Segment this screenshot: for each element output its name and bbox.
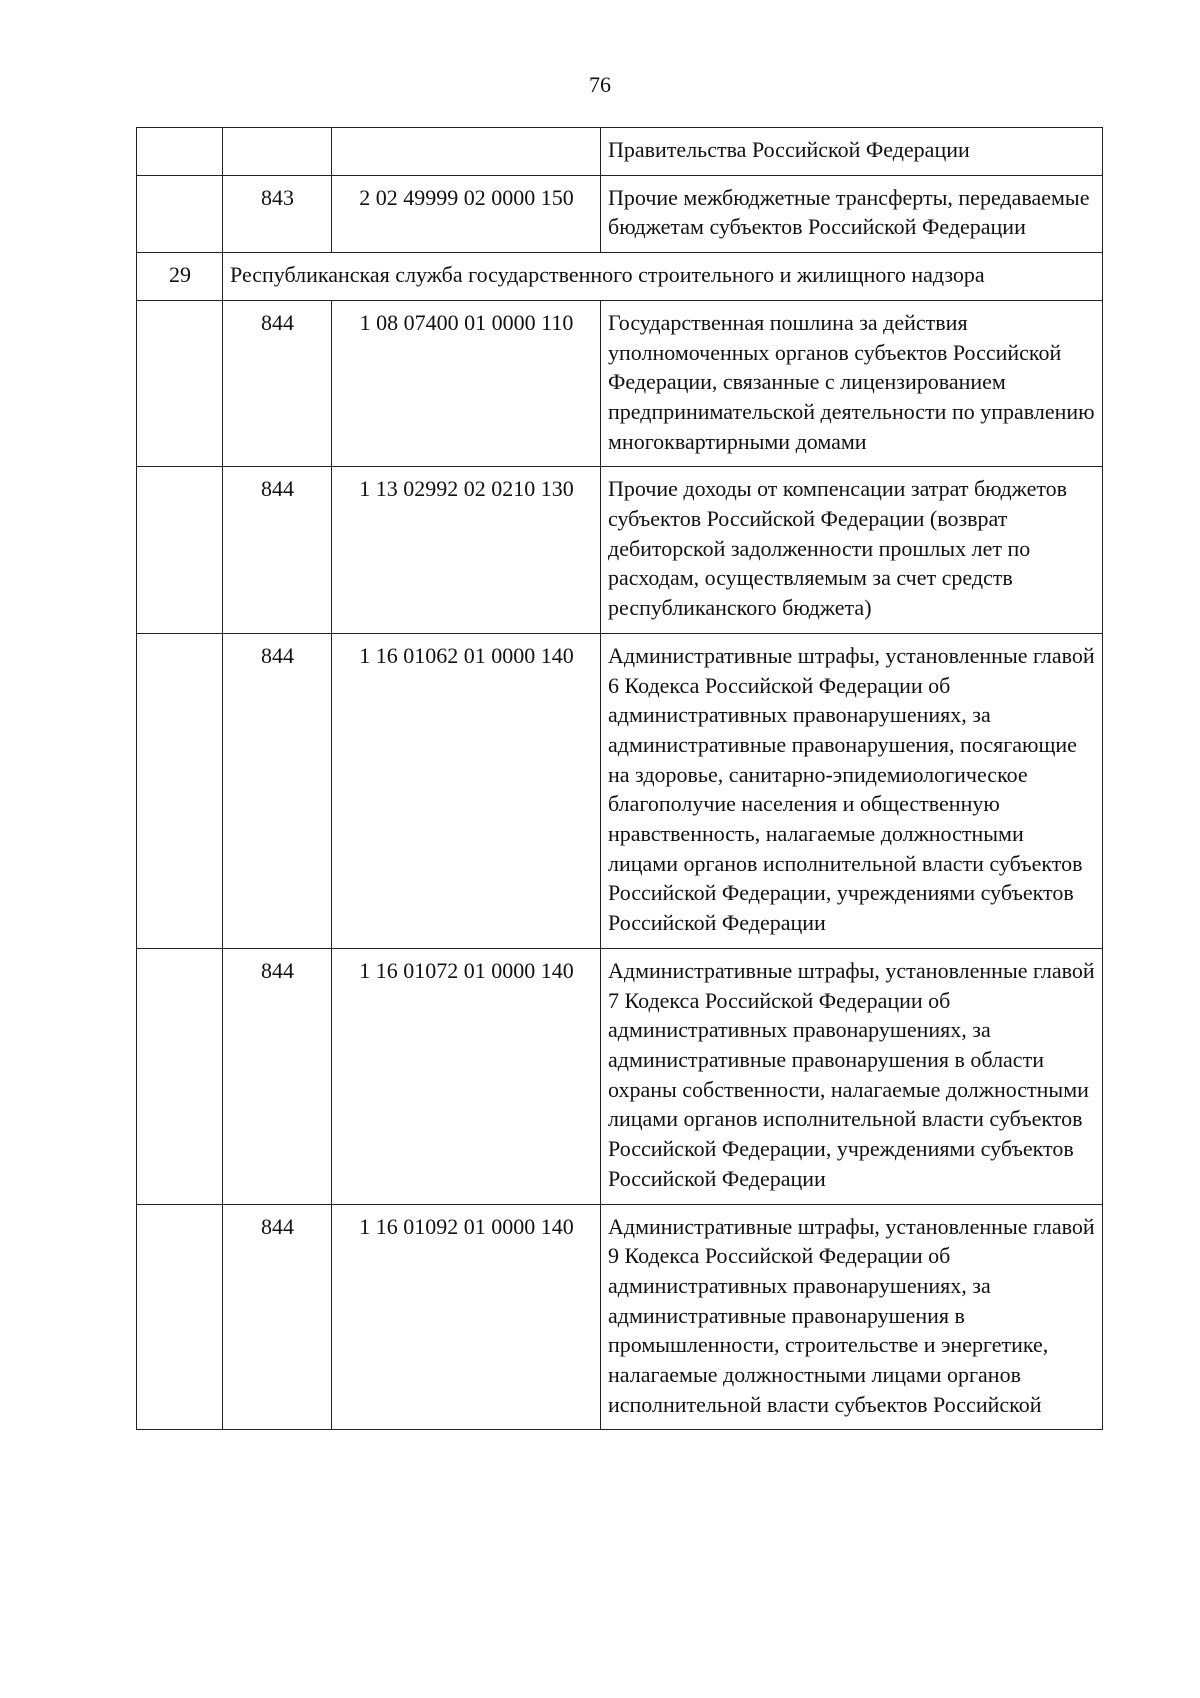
- administrator-code-cell: 844: [223, 467, 332, 634]
- administrator-code-cell: 844: [223, 300, 332, 467]
- revenue-name-cell: Административные штрафы, установленные главой 9 Кодекса Российской Федерации об административных правонарушениях, за административные правонарушения в промышленности, строительстве и энергетике, налагаемые должностными лицами органов исполнительной власти субъектов Российской: [601, 1204, 1103, 1430]
- administrator-code-cell: 844: [223, 1204, 332, 1430]
- revenue-codes-table: [136, 127, 1103, 1430]
- table-row: [137, 300, 1103, 467]
- table-row: [137, 633, 1103, 948]
- revenue-name-cell: Административные штрафы, установленные главой 6 Кодекса Российской Федерации об административных правонарушениях, за административные правонарушения, посягающие на здоровье, санитарно-эпидемиологическое благополучие населения и общественную нравственность, налагаемые должностными лицами органов исполнительной власти субъектов Российской Федерации, учреждениями субъектов Российской Федерации: [601, 633, 1103, 948]
- revenue-name-cell: Административные штрафы, установленные главой 7 Кодекса Российской Федерации об административных правонарушениях, за административные правонарушения в области охраны собственности, налагаемые должностными лицами органов исполнительной власти субъектов Российской Федерации, учреждениями субъектов Российской Федерации: [601, 948, 1103, 1204]
- budget-code-cell: 1 08 07400 01 0000 110: [332, 300, 601, 467]
- row-number-cell: [137, 1204, 223, 1430]
- table-row: [137, 1204, 1103, 1430]
- budget-code-cell: 2 02 49999 02 0000 150: [332, 175, 601, 252]
- page-number: 76: [589, 72, 611, 97]
- administrator-code-cell: 844: [223, 633, 332, 948]
- administrator-code-cell: 844: [223, 948, 332, 1204]
- administrator-code-cell: [223, 128, 332, 176]
- budget-code-cell: 1 16 01072 01 0000 140: [332, 948, 601, 1204]
- row-number-cell: [137, 948, 223, 1204]
- row-number-cell: [137, 128, 223, 176]
- budget-code-cell: 1 16 01092 01 0000 140: [332, 1204, 601, 1430]
- revenue-name-cell: Правительства Российской Федерации: [601, 128, 1103, 176]
- budget-code-cell: [332, 128, 601, 176]
- section-title: Республиканская служба государственного строительного и жилищного надзора: [223, 253, 1103, 301]
- table-row: [137, 948, 1103, 1204]
- table-row: [137, 175, 1103, 252]
- row-number-cell: [137, 175, 223, 252]
- table-row: [137, 128, 1103, 176]
- table-row: [137, 467, 1103, 634]
- section-number: 29: [137, 253, 223, 301]
- budget-code-cell: 1 16 01062 01 0000 140: [332, 633, 601, 948]
- row-number-cell: [137, 633, 223, 948]
- row-number-cell: [137, 467, 223, 634]
- administrator-code-cell: 843: [223, 175, 332, 252]
- budget-code-cell: 1 13 02992 02 0210 130: [332, 467, 601, 634]
- revenue-name-cell: Государственная пошлина за действия уполномоченных органов субъектов Российской Федерации, связанные с лицензированием предпринимательской деятельности по управлению многоквартирными домами: [601, 300, 1103, 467]
- section-header-row: [137, 253, 1103, 301]
- revenue-name-cell: Прочие межбюджетные трансферты, передаваемые бюджетам субъектов Российской Федерации: [601, 175, 1103, 252]
- revenue-name-cell: Прочие доходы от компенсации затрат бюджетов субъектов Российской Федерации (возврат дебиторской задолженности прошлых лет по расходам, осуществляемым за счет средств республиканского бюджета): [601, 467, 1103, 634]
- row-number-cell: [137, 300, 223, 467]
